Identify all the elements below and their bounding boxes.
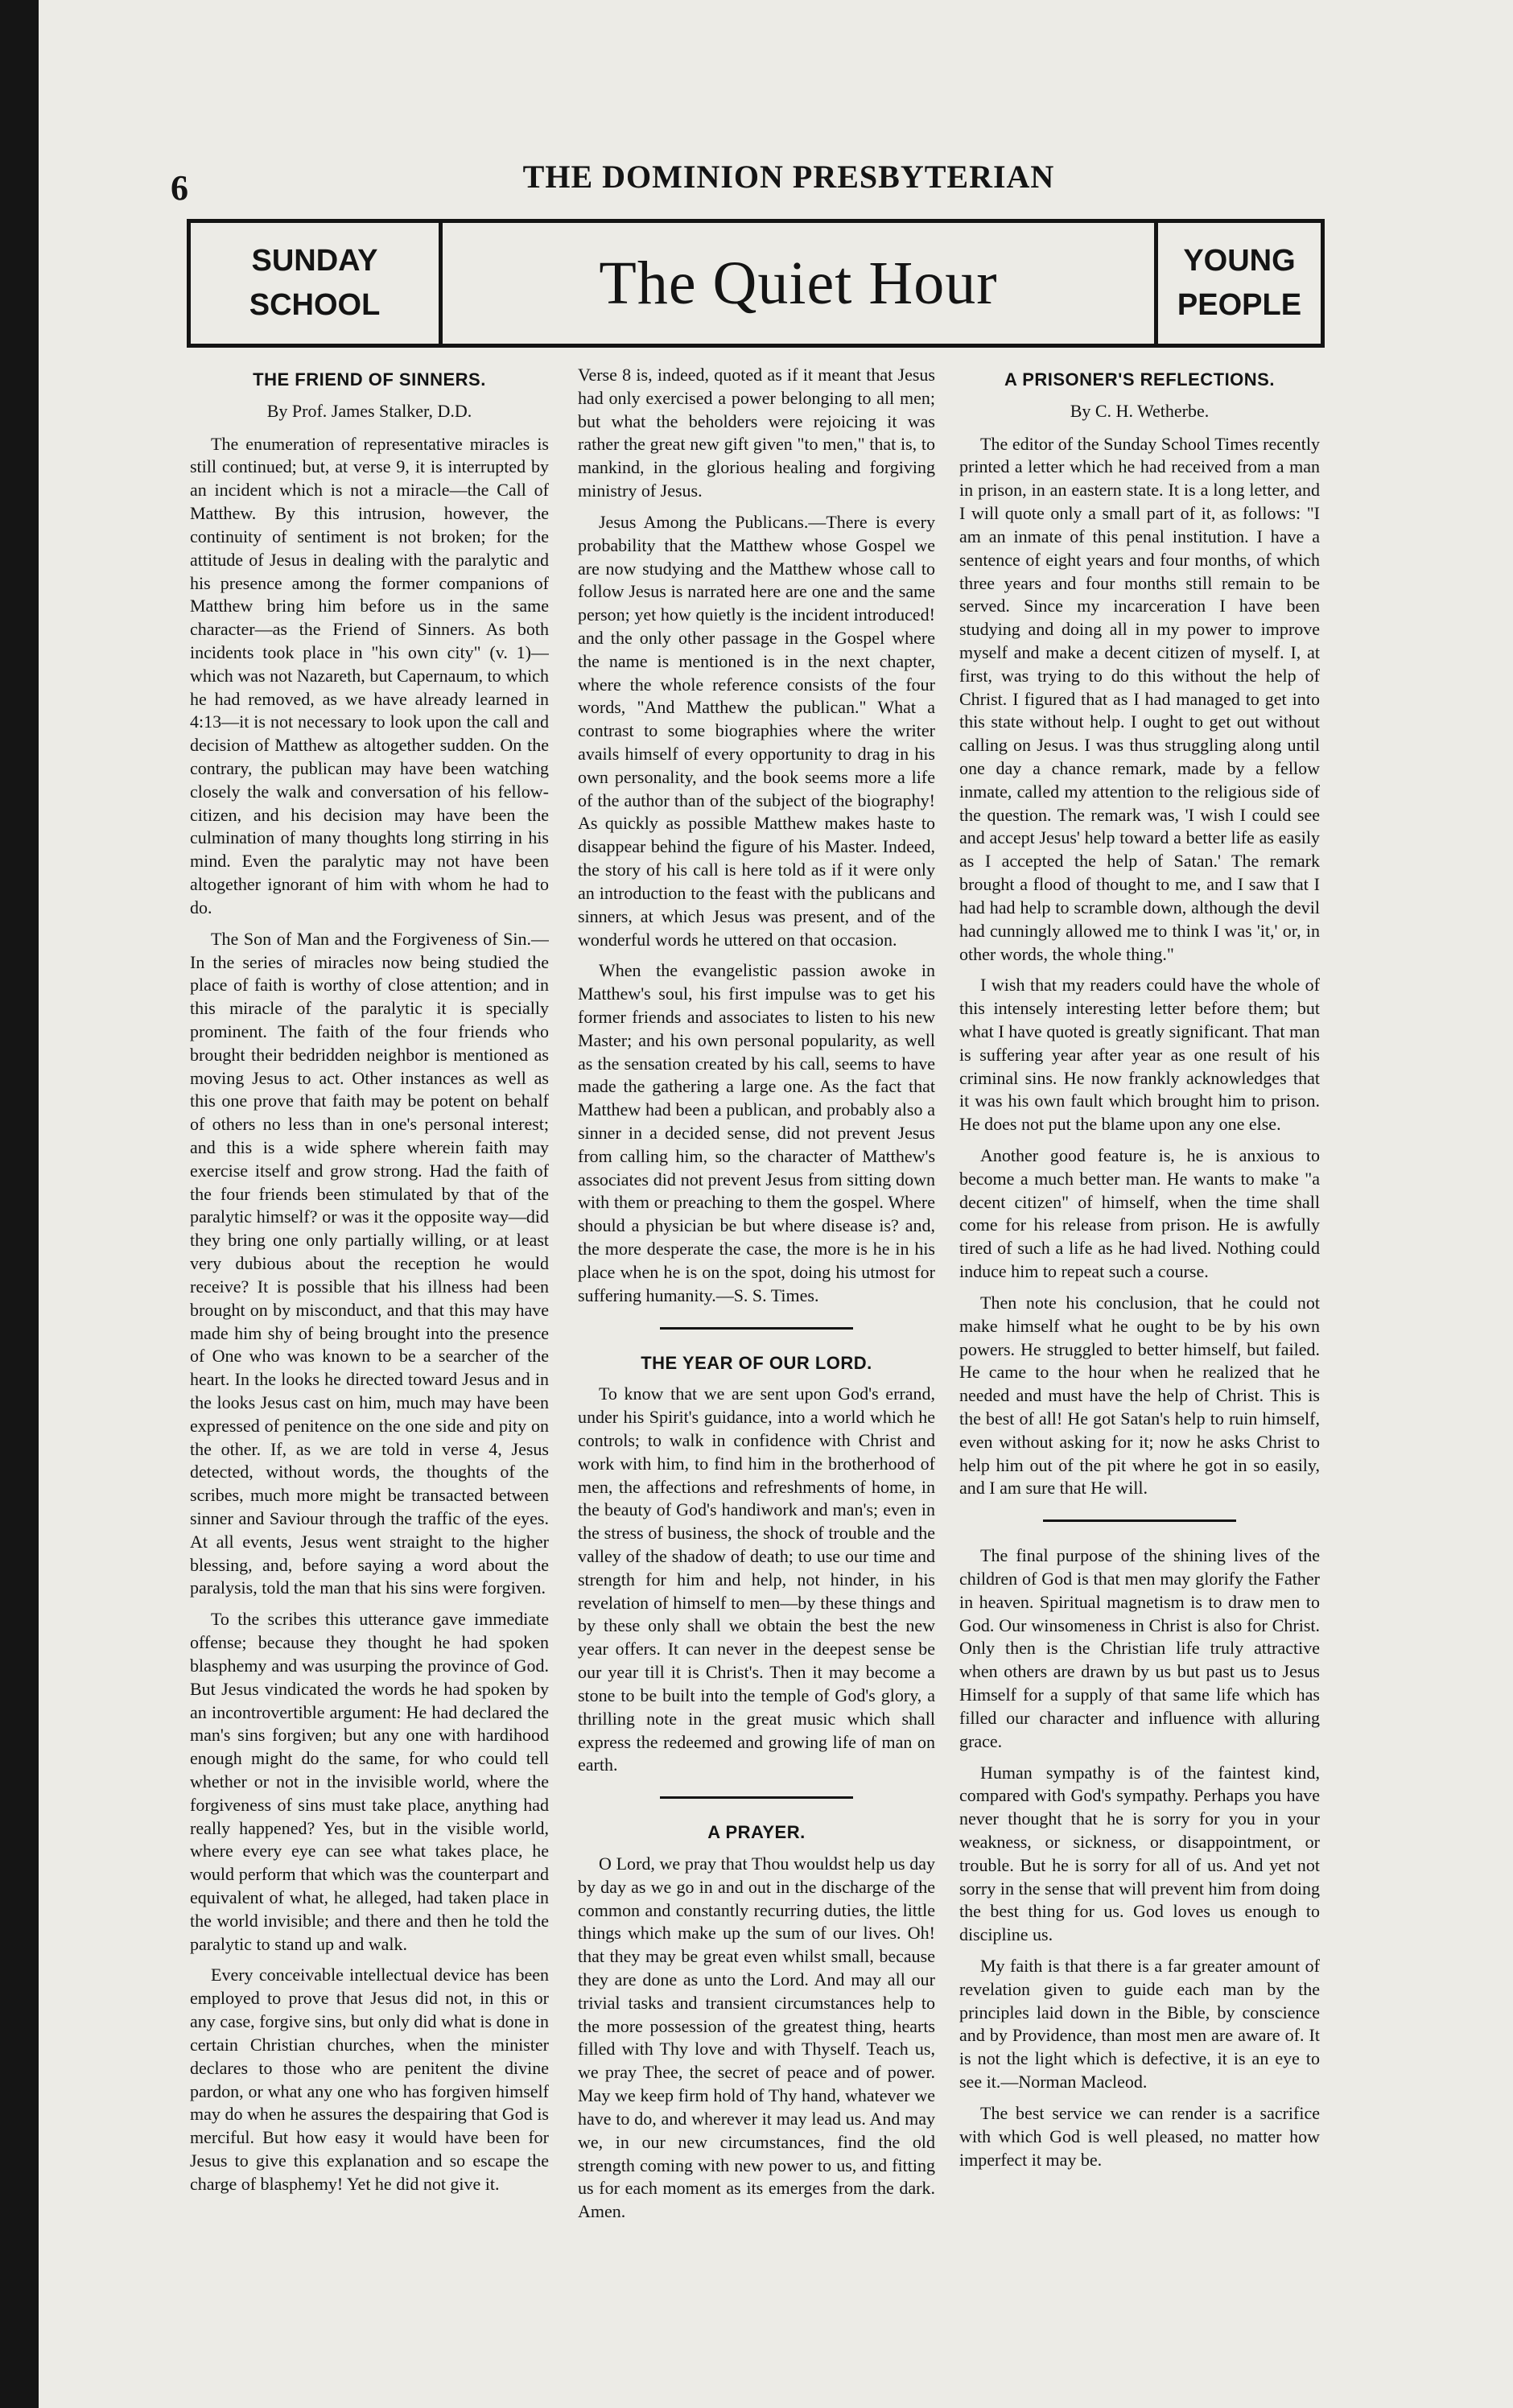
article-paragraph: The best service we can render is a sacrifice with which God is well pleased, no matter how imperfect it may be. <box>959 2102 1320 2170</box>
article-paragraph: The editor of the Sunday School Times recently printed a letter which he had received from a man in prison, in an eastern state. It is a long letter, and I will quote only a small part of it, as follows: "I am an inmate of this penal institution. I have a sentence of eight years and four months, of which three years and four months still remain to be served. Since my incarceration I have been studying and doing all in my power to improve myself and make a decent citizen of myself. I, at first, was trying to do this without the help of Christ. I figured that as I had managed to get into this state without help. I ought to get out without calling on Jesus. I was thus struggling along until one day a chance remark, made by a fellow inmate, called my attention to the religious side of the question. The remark was, 'I wish I could see and accept Jesus' help toward a better life as easily as I accepted the help of Satan.' The remark brought a flood of thought to me, and I saw that I had had help to scramble down, although the devil had cunningly allowed me to think I was 'it,' or, in other words, the whole thing." <box>959 433 1320 964</box>
section-divider <box>660 1327 853 1330</box>
column-3 <box>959 364 1320 2360</box>
article-paragraph: Every conceivable intellectual device has been employed to prove that Jesus did not, in this or any case, forgive sins, but only did what is done in certain Christian churches, when the minister declares to those who are penitent the divine pardon, or what any one who has forgiven himself may do when he assures the despairing that God is merciful. But how easy it would have been for Jesus to give this explanation and so escape the charge of blasphemy! Yet he did not give it. <box>190 1965 549 2194</box>
article-paragraph: The Son of Man and the Forgiveness of Sin.—In the series of miracles now being studied the place of faith is worthy of close attention; and in this miracle of the paralytic it is specially prominent. The faith of the four friends who brought their bedridden neighbor is mentioned as moving Jesus to act. Other instances as well as this one prove that faith may be potent on behalf of others no less than in one's personal interest; and this is a wide sphere wherein faith may exercise itself and grow strong. Had the faith of the four friends been stimulated by that of the paralytic himself? or was it the opposite way—did they bring one only partially willing, or at least very dubious about the reception he would receive? It is possible that his illness had been brought on by misconduct, and that this may have made him shy of being brought into the presence of One who was known to be a searcher of the heart. In the looks he directed toward Jesus and in the looks Jesus cast on him, much may have been expressed of penitence on the one side and pity on the other. If, as we are told in verse 4, Jesus detected, without words, the thoughts of the scribes, much more might be transacted between sinner and Saviour through the traffic of the eyes. At all events, Jesus went straight to the higher blessing, and, before saying a word about the paralysis, told the man that his sins were forgiven. <box>190 928 549 1598</box>
article-byline: By C. H. Wetherbe. <box>1070 400 1210 421</box>
article-paragraph: My faith is that there is a far greater amount of revelation given to guide each man by the principles laid down in the Bible, by conscience and by Providence, than most men are aware of. It is not the light which is defective, it is an eye to see it.—Norman Macleod. <box>959 1956 1320 2093</box>
article-title: A PRISONER'S REFLECTIONS. <box>1004 369 1275 390</box>
article-byline: By Prof. James Stalker, D.D. <box>266 400 472 421</box>
article-paragraph: The enumeration of representative miracles is still continued; but, at verse 9, it is interrupted by an incident which is not a miracle—the Call of Matthew. By this intrusion, however, the continuity of sentiment is not broken; for the attitude of Jesus in dealing with the paralytic and his presence among the former companions of Matthew bring him before us in the same character—as the Friend of Sinners. As both incidents took place in "his own city" (v. 1)—which was not Nazareth, but Capernaum, to which he had removed, as we have already learned in 4:13—it is not necessary to look upon the call and decision of Matthew as altogether sudden. On the contrary, the publican may have been watching closely the walk and conversation of his fellow-citizen, and his decision may have been the culmination of many thoughts long stirring in his mind. Even the paralytic may not have been altogether ignorant of him with whom he had to do. <box>190 433 549 917</box>
article-paragraph: I wish that my readers could have the whole of this intensely interesting letter before them; but what I have quoted is greatly significant. That man is suffering year after year as one result of his criminal sins. He now frankly acknowledges that it was his own fault which brought him to prison. He does not put the blame upon any one else. <box>959 975 1320 1135</box>
article-paragraph: Another good feature is, he is anxious to become a much better man. He wants to make "a decent citizen" of himself, when the time shall come for his release from prison. He is awfully tired of such a life as he had lived. Nothing could induce him to repeat such a course. <box>959 1145 1320 1282</box>
column-1 <box>190 364 549 2360</box>
section-divider <box>1043 1519 1236 1522</box>
column-2 <box>578 364 935 2360</box>
article-title: A PRAYER. <box>707 1822 806 1843</box>
banner-right-line1: YOUNG <box>1183 243 1296 278</box>
page-number: 6 <box>171 168 188 208</box>
article-paragraph: The final purpose of the shining lives of the children of God is that men may glorify the Father in heaven. Spiritual magnetism is to draw men to God. Our winsomeness in Christ is also for Christ. Only then is the Christian life truly attractive when others are drawn by us but past us to Jesus Himself for a supply of that same life which has filled our character and influence with alluring grace. <box>959 1545 1320 1751</box>
article-paragraph: Verse 8 is, indeed, quoted as if it meant that Jesus had only exercised a power belonging to all men; but what the beholders were rejoicing it was rather the great new gift given "to men," that is, to mankind, in the glorious healing and forgiving ministry of Jesus. <box>578 365 935 501</box>
section-banner <box>187 219 1325 348</box>
article-paragraph: Human sympathy is of the faintest kind, compared with God's sympathy. Perhaps you have never thought that he is sorry for you in your weakness, or sickness, or disappointment, or trouble. But he is sorry for all of us. And yet not sorry in the sense that will prevent him from doing the best thing for us. God loves us enough to discipline us. <box>959 1762 1320 1945</box>
banner-right-line2: PEOPLE <box>1177 288 1302 322</box>
article-title: THE YEAR OF OUR LORD. <box>641 1352 872 1373</box>
article-title: THE FRIEND OF SINNERS. <box>253 369 486 390</box>
article-paragraph: O Lord, we pray that Thou wouldst help us day by day as we go in and out in the discharge of the common and constantly recurring duties, the little things which make up the sum of our lives. Oh! that they may be great even whilst small, because they are done as unto the Lord. And may all our trivial tasks and transient circumstances help to the more possession of the greatest thing, hearts filled with Thy love and with Thyself. Teach us, we pray Thee, the secret of peace and of power. May we keep firm hold of Thy hand, whatever we have to do, and wherever it may lead us. And may we, in our new circumstances, find the old strength coming with new power to us, and fitting us for each moment as its emerges from the dark. Amen. <box>578 1853 935 2222</box>
banner-left-box <box>191 223 443 344</box>
article-paragraph: To the scribes this utterance gave immediate offense; because they thought he had spoken blasphemy and was usurping the province of God. But Jesus vindicated the words he had spoken by an incontrovertible argument: He had declared the man's sins forgiven; but any one with hardihood enough might do the same, for who could tell whether or not in the invisible world, where the forgiveness of sins must take place, anything had really happened? Yes, but in the visible world, where every eye can see what takes place, he would perform that which was the counterpart and equivalent of what, he alleged, had taken place in the world invisible; and there and then he told the paralytic to stand up and walk. <box>190 1609 549 1954</box>
article-paragraph: Jesus Among the Publicans.—There is every probability that the Matthew whose Gospel we are now studying and the Matthew whose call to follow Jesus is narrated here are one and the same person; yet how quietly is the incident introduced! and the only other passage in the Gospel where the name is mentioned is in the next chapter, where the whole reference consists of the four words, "And Matthew the publican." What a contrast to some biographies where the writer avails himself of every opportunity to drag in his own personality, and the book seems more a life of the author than of the subject of the biography! As quickly as possible Matthew makes haste to disappear behind the figure of his Master. Indeed, the story of his call is here told as if it were only an introduction to the feast with the publicans and sinners, at which Jesus was present, and of the wonderful words he uttered on that occasion. <box>578 511 935 950</box>
article-paragraph: To know that we are sent upon God's errand, under his Spirit's guidance, into a world which he controls; to walk in confidence with Christ and work with him, to find him in the brotherhood of men, the affections and refreshments of home, in the beauty of God's handiwork and man's; even in the stress of business, the shock of trouble and the valley of the shadow of death; to use our time and strength for him and help, not hinder, in his revelation of himself to men—by these things and by these only shall we obtain the best the new year offers. It can never in the deepest sense be our year till it is Christ's. Then it may become a stone to be built into the temple of God's glory, a thrilling note in the great music which shall express the redeemed and growing life of man on earth. <box>578 1383 935 1775</box>
section-divider <box>660 1796 853 1799</box>
article-paragraph: Then note his conclusion, that he could not make himself what he ought to be by his own powers. He struggled to better himself, but failed. He came to the hour when he realized that he needed and must have the help of Christ. This is the best of all! He got Satan's help to ruin himself, even without asking for it; now he asks Christ to help him out of the pit where he got in so easily, and I am sure that He will. <box>959 1292 1320 1499</box>
banner-left-line1: SUNDAY <box>251 243 378 278</box>
article-paragraph: When the evangelistic passion awoke in Matthew's soul, his first impulse was to get his former friends and associates to listen to his new Master; and his own personal popularity, as well as the sensation created by his call, seems to have made the gathering a large one. As the fact that Matthew had been a publican, and probably also a sinner in a decided sense, did not prevent Jesus from calling him, so the character of Matthew's associates did not prevent Jesus from sitting down with them or preaching to them the gospel. Where should a physician be but where disease is? and, the more desperate the case, the more is he in his place when he is on the spot, doing his utmost for suffering humanity.—S. S. Times. <box>578 960 935 1305</box>
banner-left-line2: SCHOOL <box>249 288 381 322</box>
publication-title: THE DOMINION PRESBYTERIAN <box>522 159 1055 195</box>
banner-title: The Quiet Hour <box>599 249 998 317</box>
banner-right-box <box>1154 223 1321 344</box>
scan-page-edge <box>0 0 39 2408</box>
